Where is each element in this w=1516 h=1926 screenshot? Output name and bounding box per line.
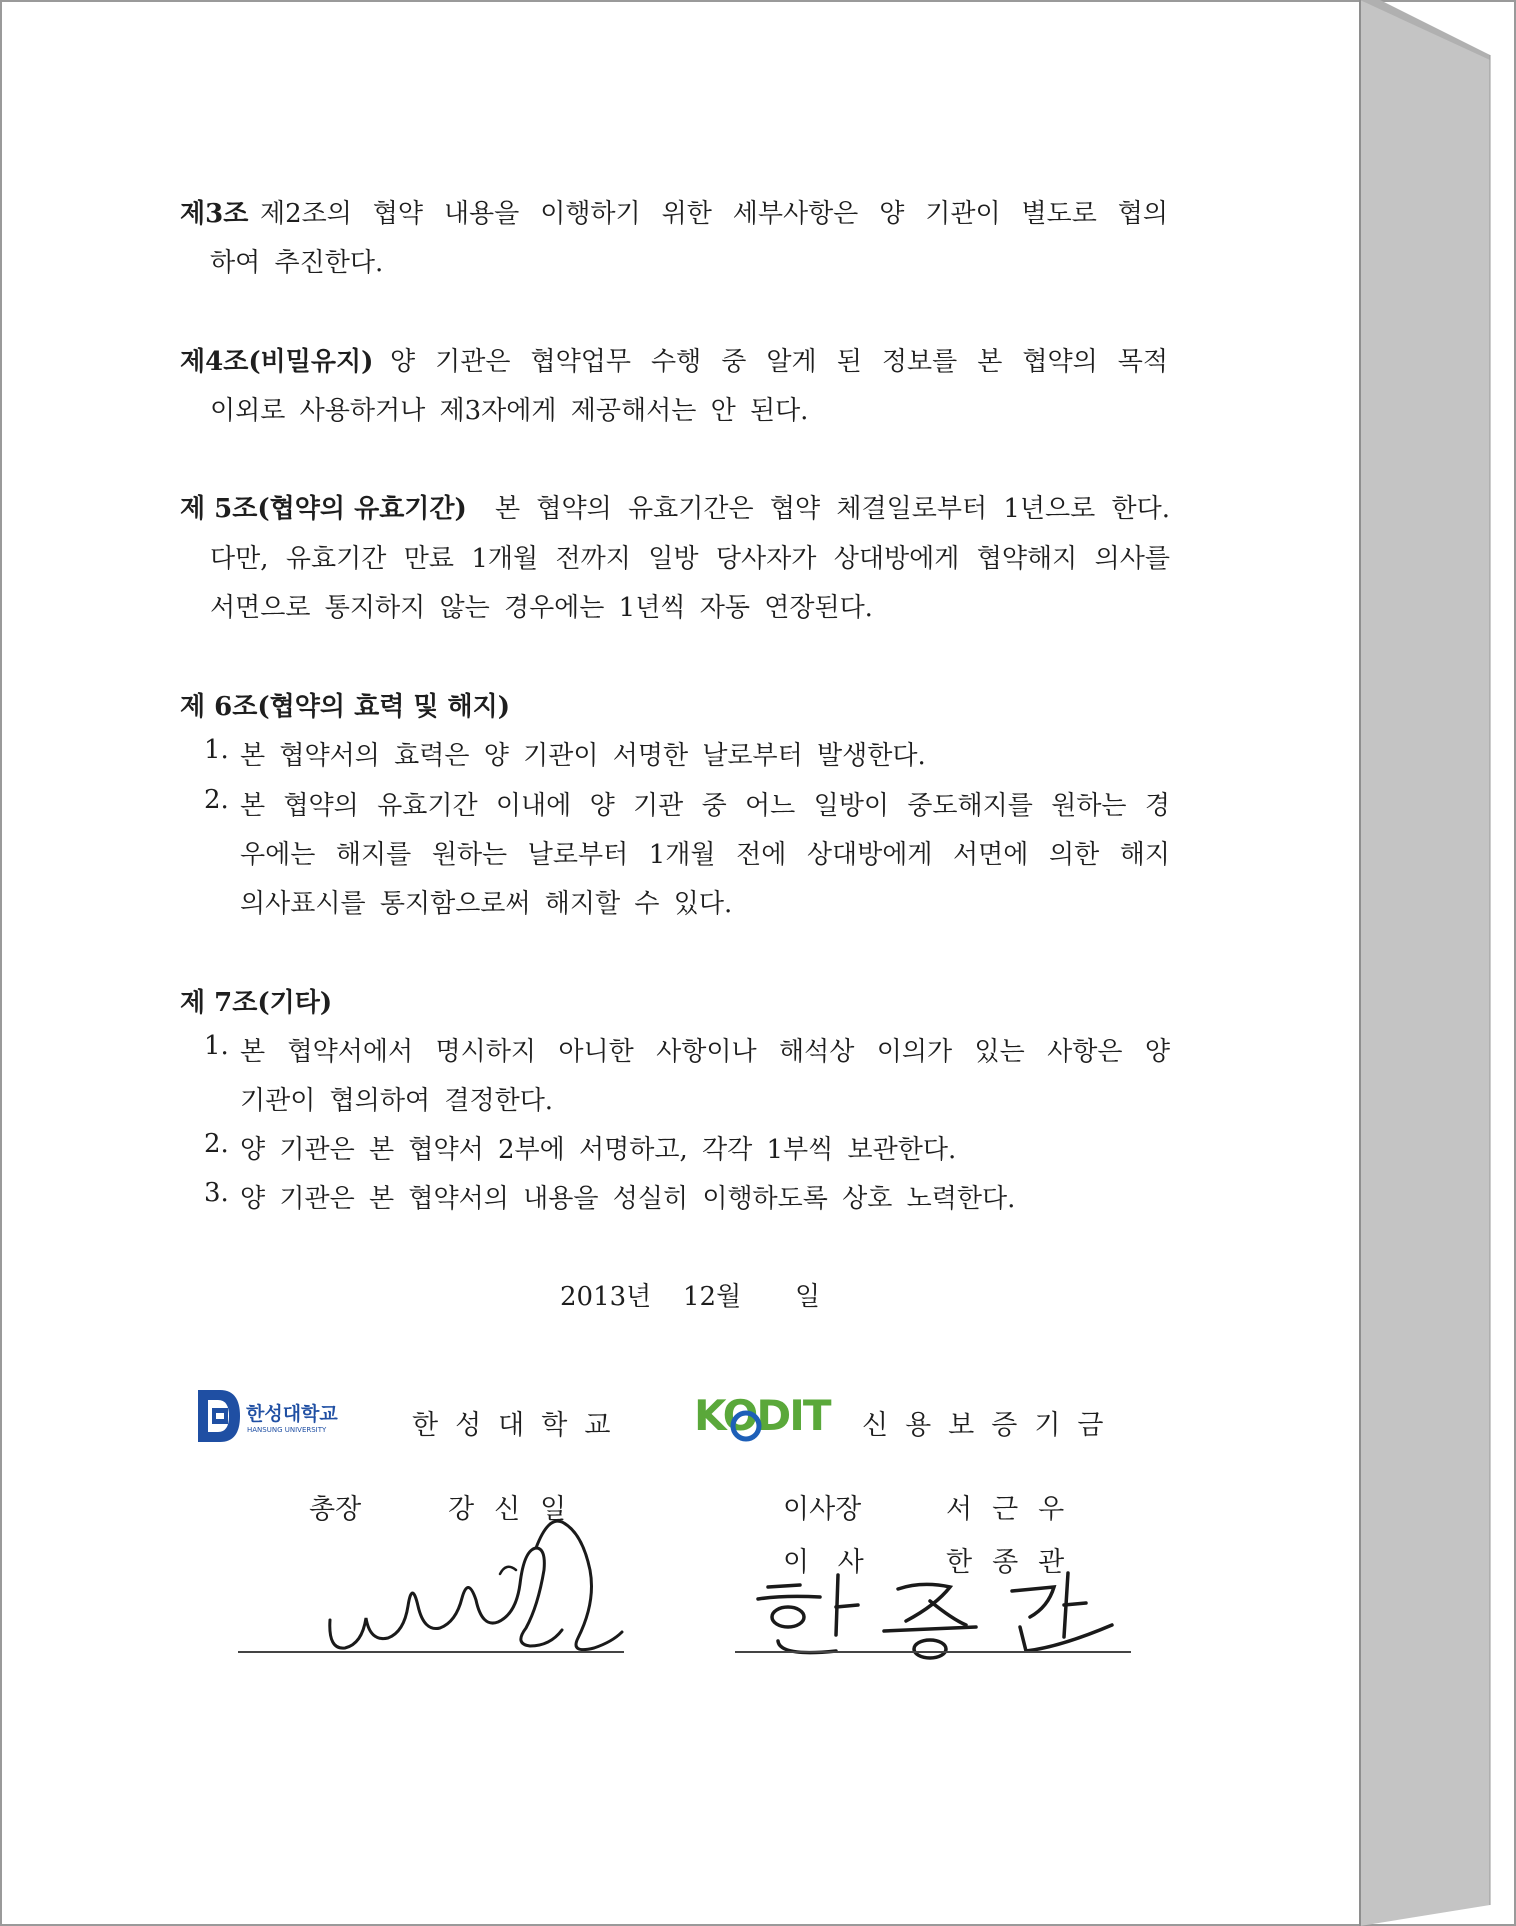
article-7-item-3-line-1: 양 기관은 본 협약서의 내용을 성실히 이행하도록 상호 노력한다. bbox=[240, 1184, 1016, 1214]
article-5-line-2: 다만, 유효기간 만료 1개월 전까지 일방 당사자가 상대방에게 협약해지 의사를 bbox=[210, 544, 1170, 574]
article-4-line-1: 양 기관은 협약업무 수행 중 알게 된 정보를 본 협약의 목적 bbox=[390, 347, 1168, 377]
article-6-item-1-line-1: 본 협약서의 효력은 양 기관이 서명한 날로부터 발생한다. bbox=[240, 741, 926, 771]
kodit-logo bbox=[694, 1386, 830, 1446]
article-6-heading: 제 6조(협약의 효력 및 해지) bbox=[180, 692, 511, 722]
article-5-line-3: 서면으로 통지하지 않는 경우에는 1년씩 자동 연장된다. bbox=[210, 593, 873, 623]
article-4-line-2: 이외로 사용하거나 제3자에게 제공해서는 안 된다. bbox=[210, 396, 809, 426]
article-3-line-1: 제2조의 협약 내용을 이행하기 위한 세부사항은 양 기관이 별도로 협의 bbox=[260, 199, 1168, 229]
hansung-university-logo bbox=[196, 1386, 336, 1448]
article-7-item-1-line-2: 기관이 협의하여 결정한다. bbox=[240, 1086, 554, 1116]
left-signature-line bbox=[238, 1651, 624, 1653]
right-organization-name: 신용보증기금 bbox=[862, 1410, 1121, 1441]
article-6-item-2-line-1: 본 협약의 유효기간 이내에 양 기관 중 어느 일방이 중도해지를 원하는 경 bbox=[240, 791, 1170, 821]
article-7-item-1-number: 1. bbox=[204, 1031, 229, 1061]
hansung-logo-subtext: HANSUNG UNIVERSITY bbox=[247, 1426, 327, 1434]
article-4-heading: 제4조(비밀유지) bbox=[180, 347, 374, 377]
left-organization-name: 한성대학교 bbox=[412, 1410, 628, 1441]
kodit-logo-text: KODIT bbox=[694, 1391, 830, 1440]
right-signature-line bbox=[735, 1651, 1131, 1653]
right-signature bbox=[740, 1565, 1130, 1665]
date-day: 일 bbox=[795, 1282, 821, 1312]
right-signatory-name-2: 한종관 bbox=[946, 1547, 1085, 1578]
left-signature bbox=[300, 1510, 640, 1670]
hansung-logo-text: 한성대학교 bbox=[246, 1403, 338, 1425]
article-6-item-2-line-2: 우에는 해지를 원하는 날로부터 1개월 전에 상대방에게 서면에 의한 해지 bbox=[240, 840, 1170, 870]
article-7-item-1-line-1: 본 협약서에서 명시하지 아니한 사항이나 해석상 이의가 있는 사항은 양 bbox=[240, 1037, 1170, 1067]
left-signatory-role: 총장 bbox=[309, 1494, 362, 1525]
right-signatory-role-2: 이 사 bbox=[783, 1547, 874, 1578]
article-6-item-2-number: 2. bbox=[204, 785, 229, 815]
article-5-line-1: 본 협약의 유효기간은 협약 체결일로부터 1년으로 한다. bbox=[495, 494, 1170, 524]
date-year: 2013년 bbox=[560, 1282, 652, 1312]
date-month: 12월 bbox=[683, 1282, 742, 1312]
article-3-heading: 제3조 bbox=[180, 199, 249, 229]
right-signatory-name-1: 서근우 bbox=[946, 1494, 1085, 1525]
article-7-item-3-number: 3. bbox=[204, 1178, 229, 1208]
article-5-heading: 제 5조(협약의 유효기간) bbox=[180, 494, 467, 524]
article-3-line-2: 하여 추진한다. bbox=[210, 248, 384, 278]
right-signatory-role-1: 이사장 bbox=[783, 1494, 862, 1525]
article-7-heading: 제 7조(기타) bbox=[180, 988, 333, 1018]
article-6-item-1-number: 1. bbox=[204, 735, 229, 765]
article-7-item-2-line-1: 양 기관은 본 협약서 2부에 서명하고, 각각 1부씩 보관한다. bbox=[240, 1135, 957, 1165]
article-7-item-2-number: 2. bbox=[204, 1129, 229, 1159]
article-6-item-2-line-3: 의사표시를 통지함으로써 해지할 수 있다. bbox=[240, 889, 733, 919]
left-signatory-name: 강신일 bbox=[448, 1494, 587, 1525]
